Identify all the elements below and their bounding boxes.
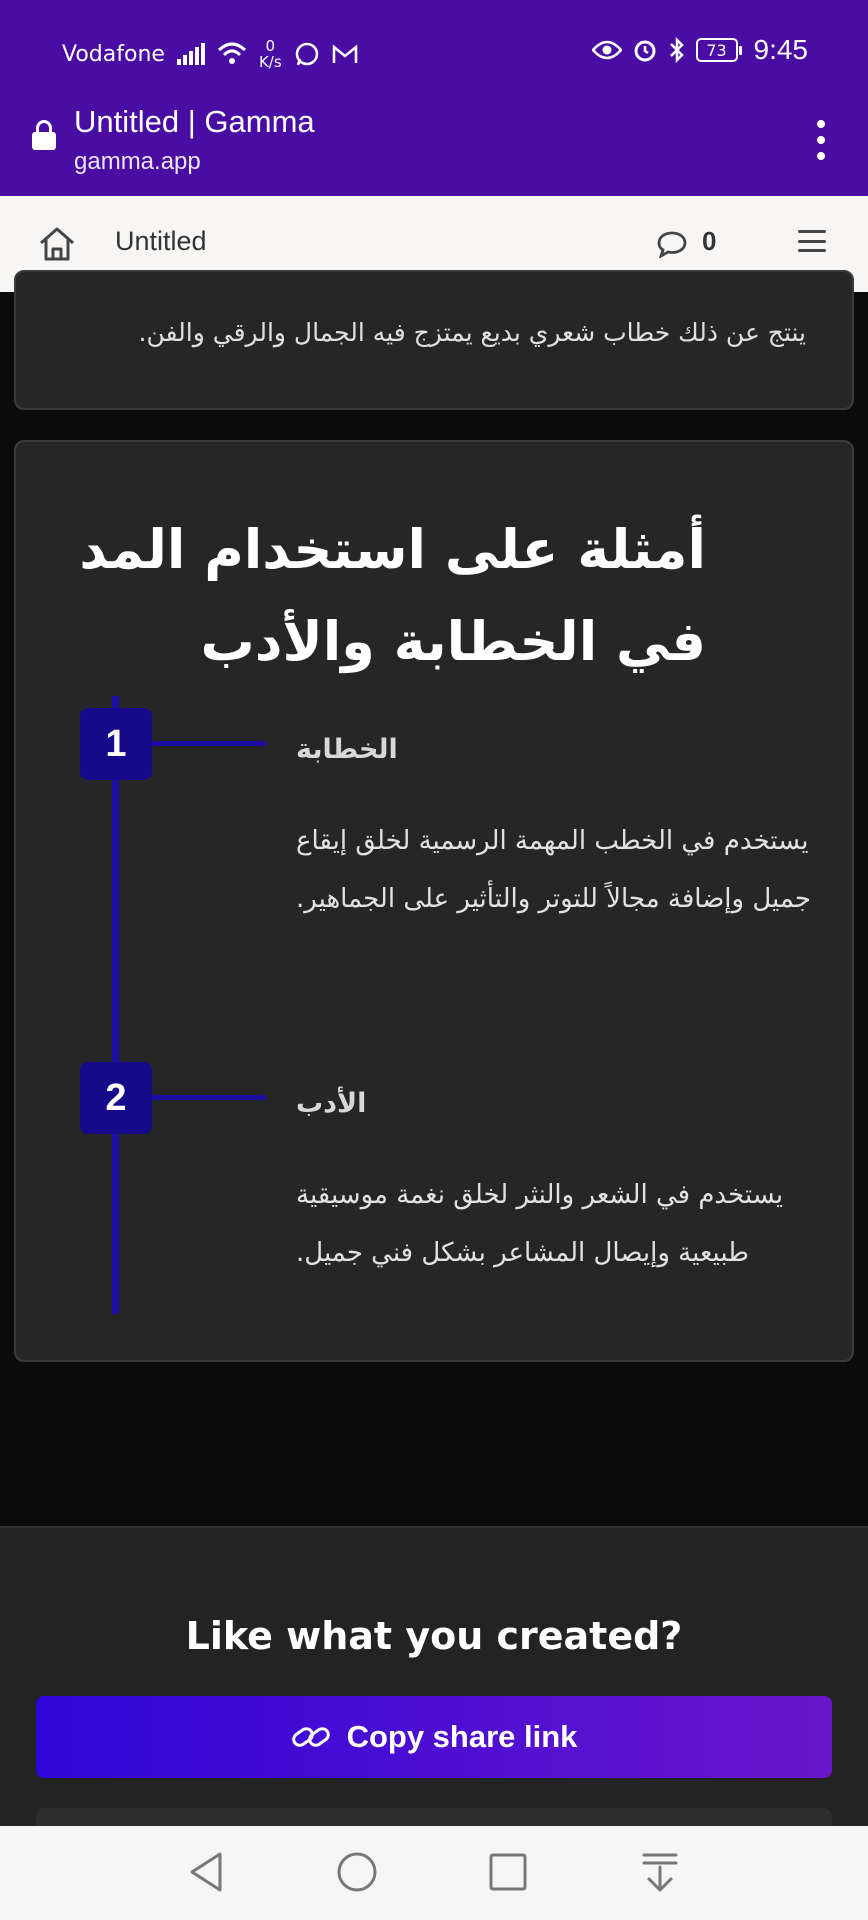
card-heading: أمثلة على استخدام المد في الخطابة والأدب [79,518,706,673]
carrier-name: Vodafone [62,41,165,67]
cta-title: Like what you created? [185,1614,683,1658]
previous-card [14,270,854,410]
comment-count: 0 [702,226,717,256]
previous-card-text: ينتج عن ذلك خطاب شعري بديع يمتزج فيه الجمال والرقي والفن. [138,318,806,347]
battery-icon: 73 [696,38,738,62]
browser-address-bar[interactable] [0,100,868,196]
step-description-2: يستخدم في الشعر والنثر لخلق نغمة موسيقية طبيعية وإيصال المشاعر بشكل فني جميل. [296,1180,784,1268]
wifi-icon [217,42,247,66]
link-icon [291,1722,331,1752]
copy-share-link-label: Copy share link [346,1719,578,1754]
step-number-2: 2 [80,1062,152,1134]
step-title-1: الخطابة [296,734,398,765]
examples-card [14,440,854,1362]
home-circle-icon[interactable] [336,1850,378,1894]
step-number-1: 1 [80,708,152,780]
home-icon[interactable] [38,226,76,262]
more-options-icon[interactable] [814,120,828,160]
step-description-1: يستخدم في الخطب المهمة الرسمية لخلق إيقاع جميل وإضافة مجالاً للتوتر والتأثير على الجماهير. [296,826,811,914]
recents-icon[interactable] [488,1850,528,1894]
clock: 9:45 [753,34,808,65]
tab-title: Untitled | Gamma [74,104,315,139]
signal-icon [177,43,205,65]
copy-share-link-button[interactable] [36,1696,832,1778]
gmail-icon [332,43,358,65]
page-url[interactable]: gamma.app [74,148,201,175]
bluetooth-icon [668,37,686,63]
system-navigation-bar [0,1826,868,1920]
status-right [592,34,809,66]
step-connector-1 [152,741,266,746]
whatsapp-icon [294,41,320,67]
back-icon[interactable] [186,1850,226,1894]
alarm-icon [632,37,658,63]
lock-icon [32,120,56,150]
step-title-2: الأدب [296,1088,367,1119]
download-icon[interactable] [640,1850,680,1894]
eye-icon [592,40,622,60]
document-title[interactable]: Untitled [115,226,207,256]
hamburger-menu-icon[interactable] [798,230,826,252]
comment-icon[interactable] [657,230,687,258]
status-bar [0,0,868,100]
status-left [62,38,358,70]
timeline-line [112,696,119,1314]
step-connector-2 [152,1095,266,1100]
network-speed: 0 K/s [258,37,282,71]
share-cta-section [0,1526,868,1826]
